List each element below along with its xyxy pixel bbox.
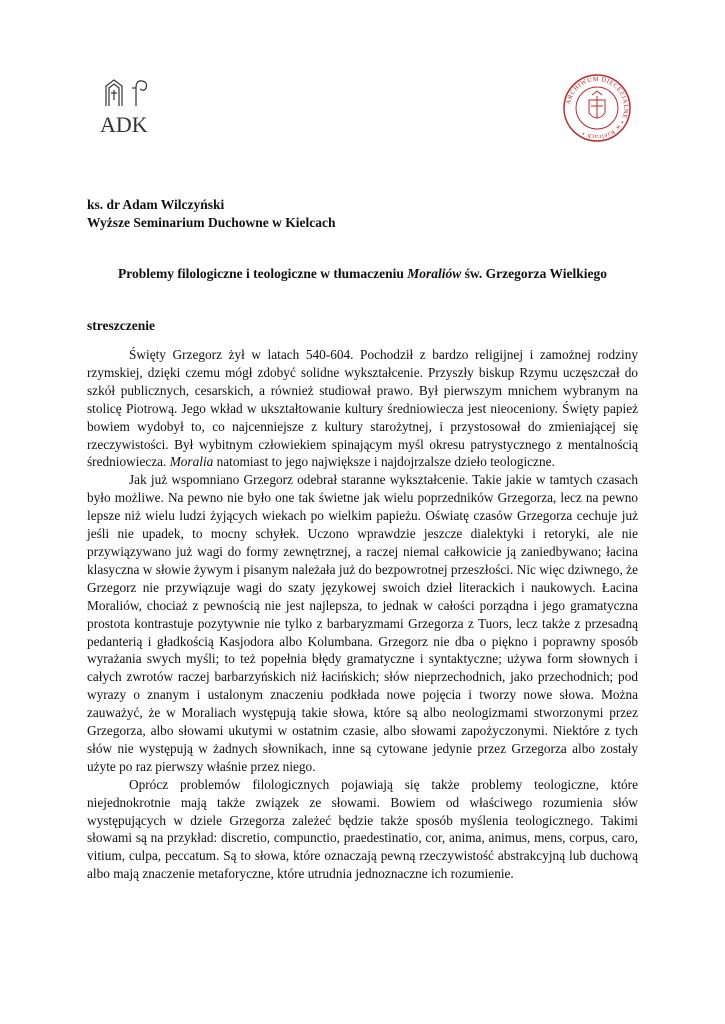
title-part-2: św. Grzegorza Wielkiego [461,266,607,281]
document-title [0,266,725,282]
title-italic: Moraliów [407,266,462,281]
author-affiliation: Wyższe Seminarium Duchowne w Kielcach [87,215,336,230]
author-block [87,196,335,232]
paragraph-3: Oprócz problemów filologicznych pojawiają się także problemy teologiczne, które niejednokrotnie mają także związek ze słowami. Bowiem od właściwego rozumienia słów występujących w dziele Grzegorza zależeć będzie także sposób myślenia teologicznego. Takimi słowami są na przykład: discretio, compunctio, praedestinatio, cor, anima, animus, mens, corpus, caro, vitium, culpa, peccatum. Są to słowa, które oznaczają pewną rzeczywistość abstrakcyjną lub duchową albo mają znaczenie metaforyczne, które utrudnia jednoznaczne ich rozumienie. [87,776,638,882]
svg-text:ARCHIWUM DIECEZJALNE • w Kielc: ARCHIWUM DIECEZJALNE • w Kielcach • [565,75,630,141]
paragraph-2: Jak już wspomniano Grzegorz odebrał staranne wykształcenie. Takie jakie w tamtych czasach było możliwe. Na pewno nie było one tak świetne jak wielu poprzedników Grzegorza, lecz na pewno lepsze niż wielu ludzi żyjących wiekach po wielkim papieżu. Oświatę czasów Grzegorza cechuje już jeśli nie upadek, to mocny schyłek. Uczono wprawdzie jeszcze dialektyki i retoryki, ale nie przywiązywano już wagi do formy zewnętrznej, a raczej niemal całkowicie ją zaniedbywano; łacina klasyczna w słowie żywym i pisanym należała już do bezpowrotnej przeszłości. Nic więc dziwnego, że Grzegorz nie przywiązuje wagi do szaty językowej swoich dzieł literackich i naukowych. Łacina Moraliów, chociaż z pewnością nie jest najlepsza, to jednak w całości porządna i jego gramatyczna prostota kontrastuje pozytywnie nie tylko z barbaryzmami Grzegorza z Tuors, lecz także z przesadną pedanterią i gładkością Kasjodora albo Kolumbana. Grzegorz nie dba o piękno i poprawny sposób wyrażania swych myśli; to też popełnia błędy gramatyczne i syntaktyczne; używa form słownych i całych zwrotów raczej barbarzyńskich niż łacińskich; słów nieprzechodnich, jako przechodnich; pod wyrazy o znanym i ustalonym znaczeniu podkłada nowe pojęcia i tworzy nowe słowa. Można zauważyć, że w Moraliach występują takie słowa, które są albo neologizmami stworzonymi przez Grzegorza, albo słowami ukutymi w ostatnim czasie, albo słowami zapożyczonymi. Niektóre z tych słów nie występują w żadnych słownikach, inne są cytowane jedynie przez Grzegorza albo zostały użyte po raz pierwszy właśnie przez niego. [87,472,638,774]
title-part-1: Problemy filologiczne i teologiczne w tłumaczeniu [118,266,408,281]
paragraph-1 [87,346,638,471]
abstract-body [87,346,638,883]
author-name: ks. dr Adam Wilczyński [87,197,225,212]
diocesan-archive-seal-icon [562,73,632,143]
svg-text:ADK: ADK [100,112,148,136]
paragraph-1-text-a: Święty Grzegorz żył w latach 540-604. Pochodził z bardzo religijnej i zamożnej rodziny rzymskiej, dzięki czemu mógł zdobyć solidne wykształcenie. Przyszły biskup Rzymu uczęszczał do szkół publicznych, cesarskich, a również studiował prawo. Był pierwszym mnichem wybranym na stolicę Piotrową. Jego wkład w ukształtowanie kultury średniowiecza jest nieoceniony. Święty papież bowiem wydobył to, co najcenniejsze z kultury starożytnej, i przystosował do zmieniającej się rzeczywistości. Był wybitnym człowiekiem spinającym myśl okresu patrystycznego z mentalnością średniowiecza. [87,347,638,470]
adk-logo-icon [96,78,160,136]
paragraph-1-text-b: natomiast to jego największe i najdojrzalsze dzieło teologiczne. [213,454,555,470]
section-heading: streszczenie [87,318,155,333]
paragraph-1-italic: Moralia [169,454,214,470]
